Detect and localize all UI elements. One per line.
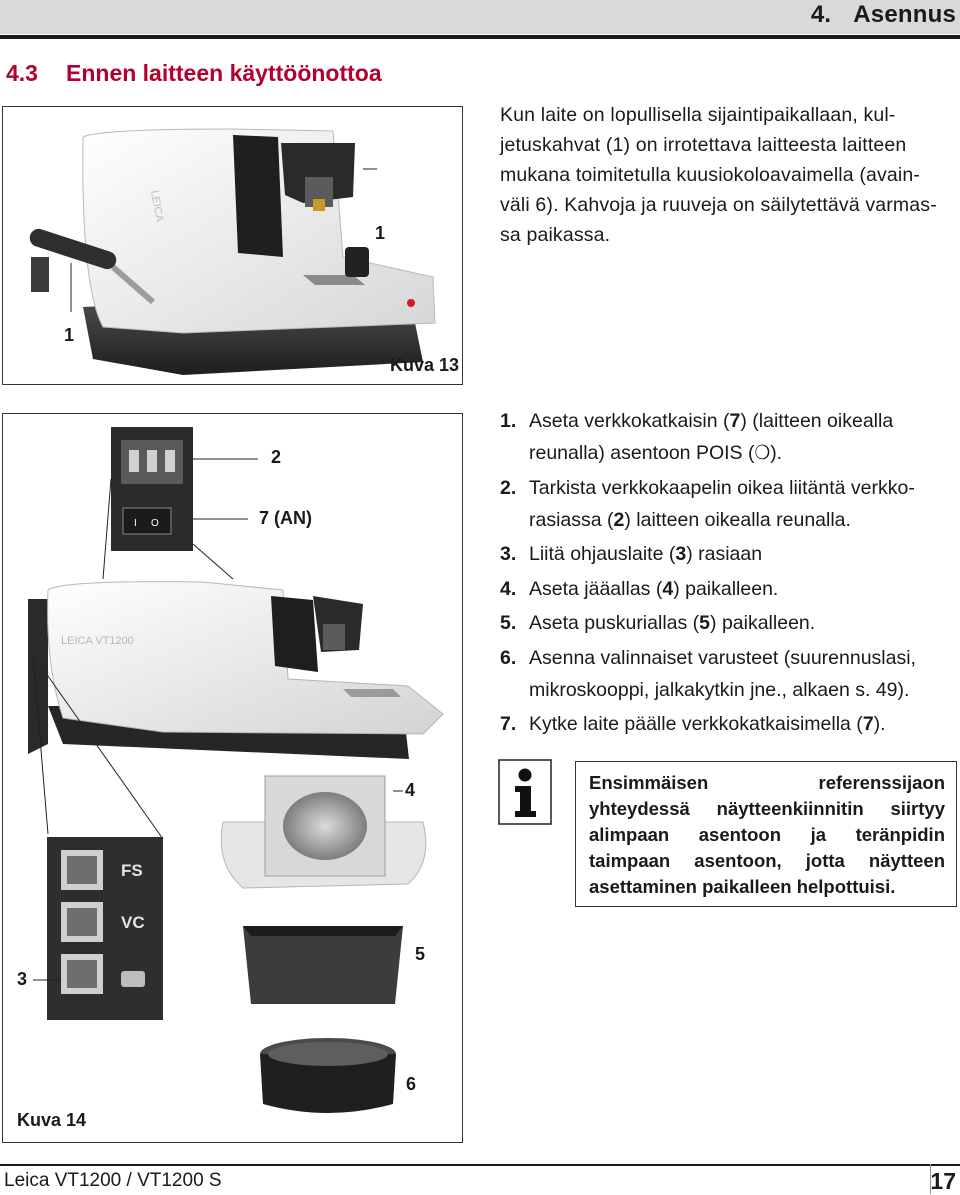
step-number: 2. — [500, 476, 517, 499]
switch-off-symbol: O — [151, 518, 159, 529]
step-text: Aseta verkkokatkaisin ( — [529, 410, 730, 432]
step-text: Tarkista verkkokaapelin oikea liitäntä verkko-rasiassa ( — [529, 476, 915, 531]
step-text: ) paikalleen. — [710, 612, 816, 634]
step-number: 6. — [500, 646, 517, 669]
figure13-callout-1a: 1 — [375, 223, 386, 243]
ice-tray — [221, 776, 426, 888]
footer-product: Leica VT1200 / VT1200 S — [4, 1170, 222, 1191]
intro-line: mukana toimitetulla kuusiokoloavaimella (avain- — [500, 164, 920, 186]
step-number: 5. — [500, 612, 517, 634]
info-icon — [498, 759, 552, 825]
page-number: 17 — [930, 1168, 956, 1194]
step-item — [500, 573, 960, 605]
figure13-callout-1b: 1 — [64, 325, 75, 345]
chapter-title: Asennus — [853, 1, 956, 28]
machine-label: LEICA VT1200 — [61, 635, 134, 647]
step-item — [500, 538, 960, 570]
chapter-heading — [811, 1, 956, 29]
step-ref: 7 — [729, 410, 741, 432]
figure14-illustration — [3, 414, 462, 1142]
section-title: Ennen laitteen käyttöönottoa — [66, 60, 382, 86]
specimen-holder — [260, 1038, 396, 1113]
header-rule — [0, 35, 960, 39]
step-text: ). — [873, 713, 886, 735]
connector-panel — [47, 837, 163, 1020]
step-text: Aseta jääallas ( — [529, 577, 663, 600]
intro-paragraph — [500, 100, 960, 250]
note-text: Ensimmäisen referenssijaon yhteydessä näytteenkiinnitin siirtyy alimpaan asentoon ja teränpidin taimpaan asentoon, jotta näytteen asettaminen paikalleen helpottuisi. — [589, 772, 945, 897]
figure13-logo-text: LEICA — [148, 189, 166, 223]
step-text: Aseta puskuriallas ( — [529, 612, 700, 634]
step-item — [500, 607, 960, 639]
figure-14 — [2, 413, 463, 1143]
step-ref: 7 — [862, 713, 874, 735]
figure-13 — [2, 106, 463, 385]
step-text: Asenna valinnaiset varusteet (suurennuslasi, mikroskooppi, jalkakytkin jne., alkaen s. 49). — [529, 646, 916, 701]
chapter-number: 4. — [810, 1, 832, 28]
step-item — [500, 472, 960, 536]
step-text: ) paikalleen. — [673, 577, 779, 600]
step-text: Liitä ohjauslaite ( — [529, 543, 676, 565]
intro-line: väli 6). Kahvoja ja ruuveja on säilytettävä varmas- — [500, 194, 937, 216]
figure14-callout-7: 7 (AN) — [259, 508, 312, 528]
section-number: 4.3 — [6, 60, 38, 86]
figure14-caption: Kuva 14 — [17, 1110, 87, 1130]
figure14-callout-5: 5 — [415, 944, 426, 964]
step-text: ) laitteen oikealla reunalla. — [624, 508, 851, 531]
figure14-callout-2: 2 — [271, 447, 282, 467]
intro-line: Kun laite on lopullisella sijaintipaikallaan, kul- — [500, 104, 896, 126]
step-ref: 3 — [675, 543, 687, 565]
step-text: ) rasiaan — [686, 543, 763, 565]
power-socket-inset — [111, 427, 193, 551]
step-number: 3. — [500, 543, 517, 565]
step-item — [500, 405, 960, 469]
step-number: 7. — [500, 713, 517, 735]
port-vc-label: VC — [121, 913, 145, 932]
step-ref: 2 — [613, 508, 625, 531]
installation-steps — [500, 405, 960, 743]
step-item — [500, 708, 960, 740]
footer-rule — [0, 1164, 960, 1166]
port-fs-label: FS — [121, 861, 143, 880]
step-item — [500, 642, 960, 706]
step-number: 4. — [500, 577, 517, 600]
intro-line: sa paikassa. — [500, 224, 611, 246]
intro-line: jetuskahvat (1) on irrotettava laitteesta laitteen — [500, 134, 907, 156]
figure14-callout-3: 3 — [17, 969, 28, 989]
step-text: Kytke laite päälle verkkokatkaisimella ( — [529, 713, 863, 735]
figure13-caption: Kuva 13 — [390, 355, 460, 375]
step-ref: 5 — [699, 612, 711, 634]
figure14-callout-4: 4 — [405, 780, 416, 800]
step-ref: 4 — [662, 577, 674, 600]
switch-on-symbol: I — [134, 518, 137, 529]
step-number: 1. — [500, 410, 517, 432]
buffer-tray — [243, 926, 403, 1004]
figure14-callout-6: 6 — [406, 1074, 417, 1094]
step-text: ) (laitteen oikealla reunalla) asentoon POIS (❍). — [529, 410, 894, 464]
